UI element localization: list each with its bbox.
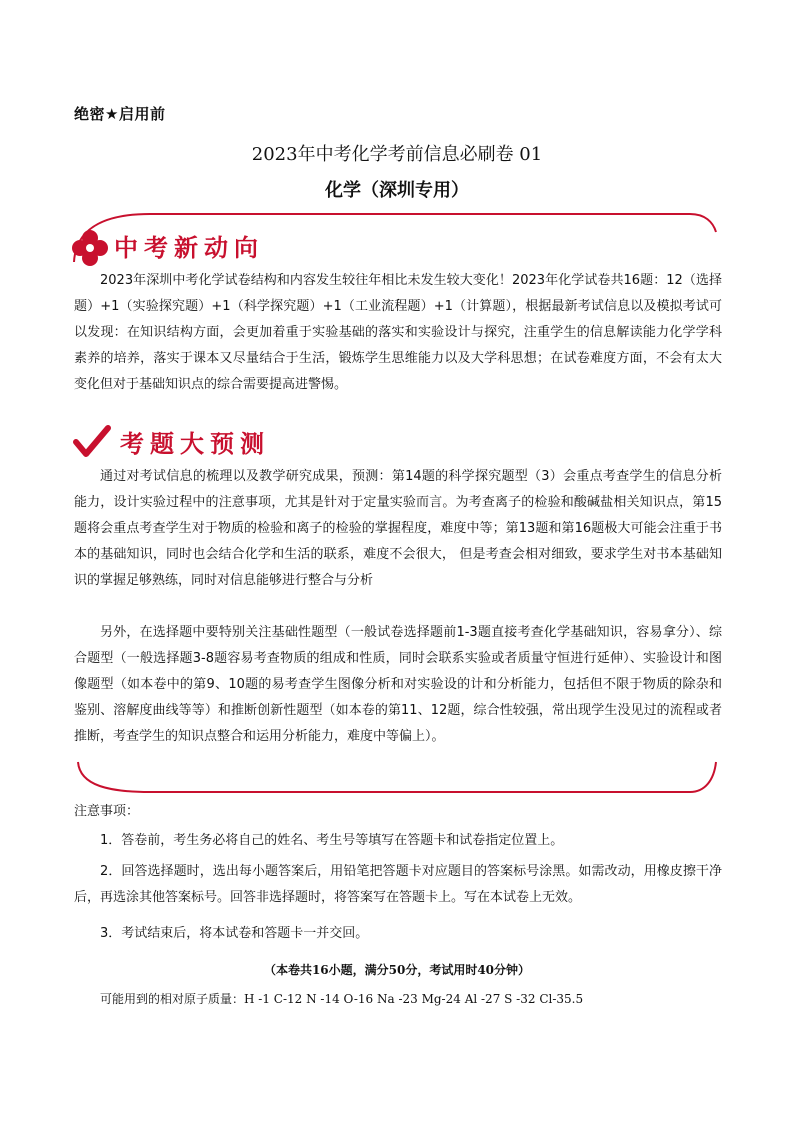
predict-paragraph-2: 另外，在选择题中要特别关注基础性题型（一般试卷选择题前1-3题直接考查化学基础知识，容易拿分）、综合题型（一般选择题3-8题容易考查物质的组成和性质，同时会联系实验或者质量守恒进行延伸）、实验设计和图像题型（如本卷中的第9、10题的易考查学生图像分析和对实验设的计和分析能力，包括但不限于物质的除杂和鉴别、溶解度曲线等等）和推断创新性题型（如本卷的第11、12题，综合性较强，常出现学生没见过的流程或者推断，考查学生的知识点整合和运用分析能力，难度中等偏上）。 <box>74 625 722 744</box>
predict-paragraph-1: 通过对考试信息的梳理以及教学研究成果，预测：第14题的科学探究题型（3）会重点考查学生的信息分析能力，设计实验过程中的注意事项，尤其是针对于定量实验而言。为考查离子的检验和酸碱盐相关知识点，第15题将会重点考查学生对于物质的检验和离子的检验的掌握程度，难度中等；第13题和第16题极大可能会注重于书本的基础知识，同时也会结合化学和生活的联系，难度不会很大， 但是考查会相对细致，要求学生对书本基础知识的掌握足够熟练，同时对信息能够进行整合与分析 <box>74 469 722 588</box>
note-item-3: 3．考试结束后，将本试卷和答题卡一并交回。 <box>100 926 369 941</box>
page-title: 2023年中考化学考前信息必刷卷 01 <box>251 144 543 165</box>
note-item-2: 2．回答选择题时，选出每小题答案后，用铅笔把答题卡对应题目的答案标号涂黑。如需改动，用橡皮擦干净后，再选涂其他答案标号。回答非选择题时，将答案写在答题卡上。写在本试卷上无效。 <box>74 864 722 905</box>
trend-paragraph: 2023年深圳中考化学试卷结构和内容发生较往年相比未发生较大变化！2023年化学试卷共16题：12（选择题）+1（实验探究题）+1（科学探究题）+1（工业流程题）+1（计算题），根据最新考试信息以及模拟考试可以发现：在知识结构方面，会更加着重于实验基础的落实和实验设计与探究，注重学生的信息解读能力化学学科素养的培养，落实于课本又尽量结合于生活，锻炼学生思维能力以及大学科思想；在试卷难度方面，不会有太大变化但对于基础知识点的综合需要提高进警惕。 <box>74 273 722 392</box>
notes-heading: 注意事项： <box>74 804 140 819</box>
confidential-label: 绝密★启用前 <box>74 105 166 123</box>
section-title-trend: 中考新动向 <box>114 233 264 262</box>
atomic-masses: 可能用到的相对原子质量：H -1 C-12 N -14 O-16 Na -23 Mg-24 Al -27 S -32 Cl-35.5 <box>100 992 584 1006</box>
note-item-1: 1．答卷前，考生务必将自己的姓名、考生号等填写在答题卡和试卷指定位置上。 <box>100 833 564 848</box>
section-title-predict: 考题大预测 <box>120 429 270 458</box>
page-subtitle: 化学（深圳专用） <box>325 180 469 201</box>
checkmark-icon <box>72 424 112 460</box>
exam-info: （本卷共16小题，满分50分，考试用时40分钟） <box>263 963 531 977</box>
clover-icon <box>70 228 110 268</box>
